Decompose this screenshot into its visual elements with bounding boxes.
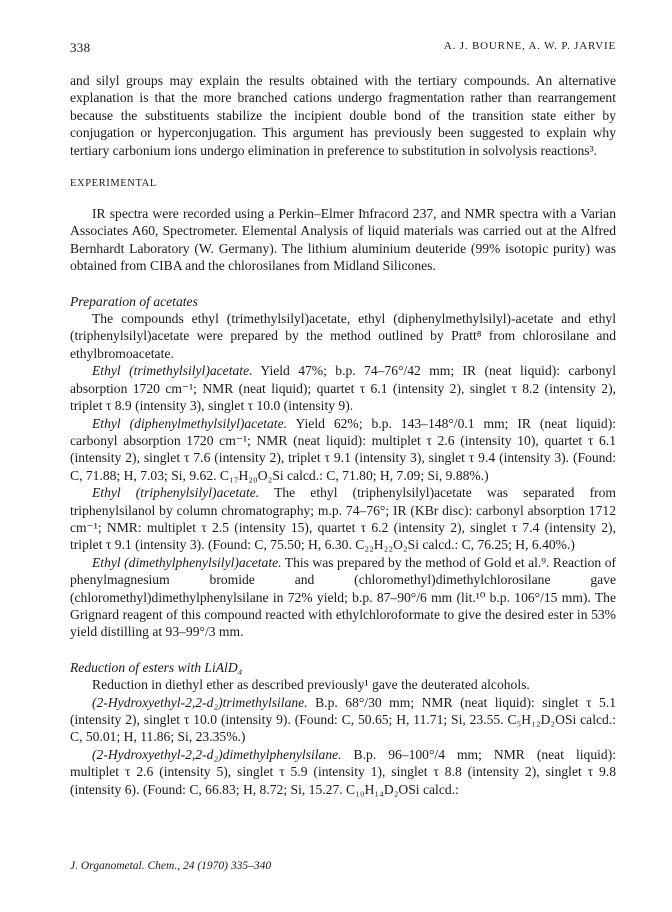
- acetate-entry-2: [70, 415, 616, 485]
- compound-name: Ethyl (dimethylphenylsilyl)acetate.: [92, 554, 282, 570]
- compound-data: The ethyl (triphenylsilyl)acetate was separated from triphenylsilanol by column chromatography; m.p. 74–76°; IR (KBr disc): carbonyl absorption 1712 cm⁻¹; NMR: multiplet τ 2.5 (intensity 15), quartet τ 6.2 (intensity 2), singlet τ 7.4 (intensity 2), triplet τ 9.1 (intensity 3). (Found: C, 75.50; H, 6.30. C₂₂H₂₂O₂Si calcd.: C, 76.25; H, 6.40%.): [70, 485, 616, 553]
- page-body: [70, 40, 616, 798]
- running-authors: A. J. BOURNE, A. W. P. JARVIE: [443, 40, 616, 52]
- compound-name: (2-Hydroxyethyl-2,2-d₂)dimethylphenylsilane.: [92, 746, 342, 762]
- acetate-entry-3: [70, 484, 616, 554]
- page-number: 338: [70, 40, 91, 55]
- journal-citation: J. Organometal. Chem., 24 (1970) 335–340: [70, 860, 272, 872]
- compound-data: This was prepared by the method of Gold et al.⁹. Reaction of phenylmagnesium bromide and (chloromethyl)dimethylchlorosilane gave (chloromethyl)dimethylphenylsilane in 72% yield; b.p. 87–90°/6 mm (lit.¹⁰ b.p. 106°/15 mm). The Grignard reagent of this compound reacted with ethylchloroformate to give the desired ester in 53% yield distilling at 93–99°/3 mm.: [70, 554, 617, 640]
- compound-data: Yield 47%; b.p. 74–76°/42 mm; IR (neat liquid): carbonyl absorption 1720 cm⁻¹; NMR (neat liquid); quartet τ 6.1 (intensity 2), singlet τ 8.2 (intensity 2), triplet τ 8.9 (intensity 3), singlet τ 10.0 (intensity 9).: [70, 363, 616, 414]
- experimental-heading: EXPERIMENTAL: [70, 178, 157, 190]
- reduction-intro: Reduction in diethyl ether as described previously¹ gave the deuterated alcohols.: [92, 677, 530, 693]
- reduction-entry-1: [70, 694, 616, 746]
- acetates-heading: Preparation of acetates: [70, 293, 198, 309]
- compound-data: Yield 62%; b.p. 143–148°/0.1 mm; IR (neat liquid): carbonyl absorption 1720 cm⁻¹; NMR (neat liquid): multiplet τ 2.6 (intensity 10), quartet τ 6.1 (intensity 2), singlet τ 7.6 (intensity 2), triplet τ 9.1 (intensity 3), singlet τ 9.4 (intensity 3). (Found: C, 71.88; H, 7.03; Si, 9.62. C₁₇H₂₀O₂Si calcd.: C, 71.80; H, 7.09; Si, 9.88%.): [70, 415, 617, 483]
- compound-data: B.p. 68°/30 mm; NMR (neat liquid): singlet τ 5.1 (intensity 2), singlet τ 10.0 (intensity 9). (Found: C, 50.65; H, 11.71; Si, 23.55. C₅H₁₂D₂OSi calcd.: C, 50.01; H, 11.86; Si, 23.35%.): [70, 694, 616, 745]
- compound-name: Ethyl (trimethylsilyl)acetate.: [92, 363, 253, 379]
- running-header: [70, 40, 616, 58]
- compound-name: Ethyl (diphenylmethylsilyl)acetate.: [92, 415, 288, 431]
- acetate-entry-4: [70, 554, 616, 641]
- reduction-heading: Reduction of esters with LiAlD₄: [70, 659, 243, 675]
- experimental-paragraph: IR spectra were recorded using a Perkin–Elmer Infracord 237, and NMR spectra with a Varian Associates A60, Spectrometer. Elemental Analysis of liquid materials was carried out at the Alfred Bernhardt Laboratory (W. Germany). The lithium aluminium deuteride (99% isotopic purity) was obtained from CIBA and the chlorosilanes from Midland Silicones.: [70, 206, 616, 274]
- compound-name: (2-Hydroxyethyl-2,2-d₂)trimethylsilane.: [92, 694, 308, 710]
- compound-name: Ethyl (triphenylsilyl)acetate.: [92, 485, 260, 501]
- compound-data: B.p. 96–100°/4 mm; NMR (neat liquid): multiplet τ 2.6 (intensity 5), singlet τ 5.9 (intensity 1), singlet τ 8.8 (intensity 2), singlet τ 9.8 (intensity 6). (Found: C, 66.83; H, 8.72; Si, 15.27. C₁₀H₁₄D₂OSi calcd.:: [70, 746, 616, 797]
- acetate-entry-1: [70, 362, 616, 414]
- acetates-intro: The compounds ethyl (trimethylsilyl)acetate, ethyl (diphenylmethylsilyl)-acetate and ethyl (triphenylsilyl)acetate were prepared by the method outlined by Pratt⁸ from chlorosilane and ethylbromoacetate.: [70, 311, 616, 361]
- intro-paragraph: and silyl groups may explain the results obtained with the tertiary compounds. An alternative explanation is that the more branched cations undergo fragmentation rather than rearrangement because the substituents stabilize the incipient double bond of the transition state either by conjugation or hyperconjugation. This argument has previously been suggested to explain why tertiary carbonium ions undergo elimination in preference to substitution in solvolysis reactions³.: [70, 73, 616, 158]
- reduction-entry-2: [70, 746, 616, 798]
